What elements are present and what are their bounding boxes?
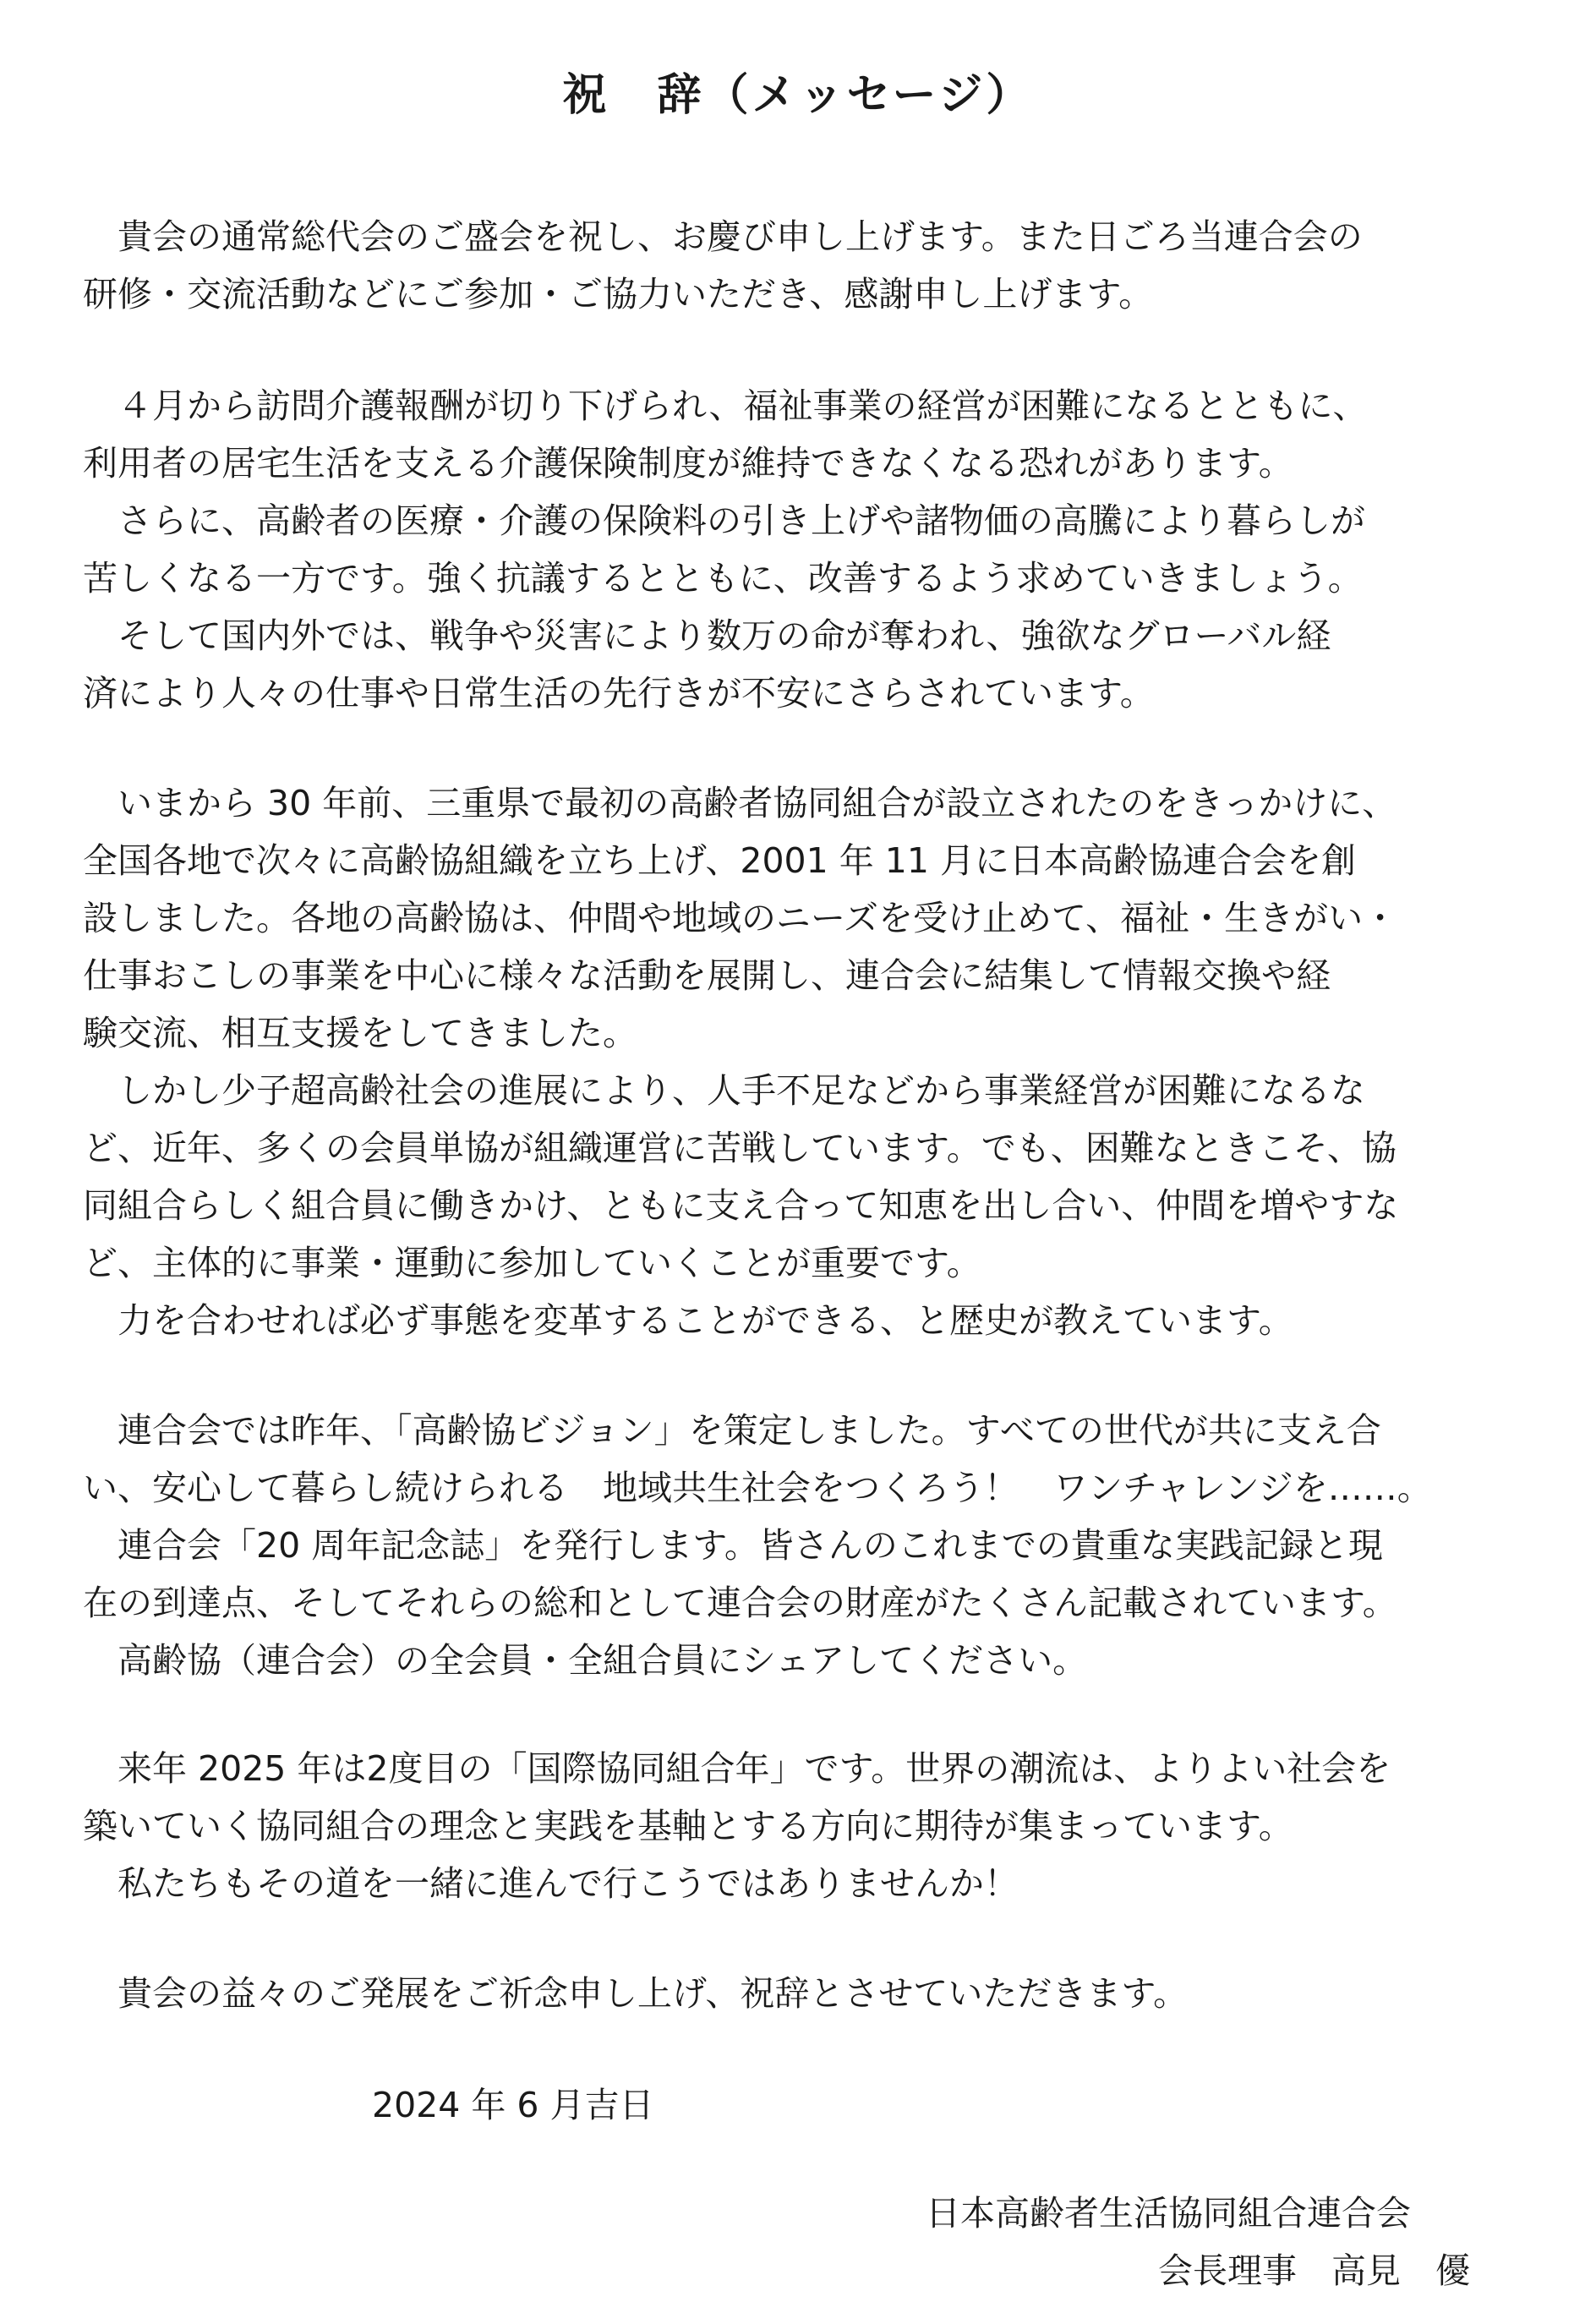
- body-line: 連合会では昨年、「高齢協ビジョン」を策定しました。すべての世代が共に支え合: [83, 1410, 1381, 1451]
- page-title: 祝 辞（メッセージ）: [562, 70, 1034, 121]
- body-line: 全国各地で次々に高齢協組織を立ち上げ、2001 年 11 月に日本高齢協連合会を創: [83, 840, 1356, 881]
- signatory: 会長理事 高見 優: [1158, 2250, 1470, 2291]
- body-line: 設しました。各地の高齢協は、仲間や地域のニーズを受け止めて、福祉・生きがい・: [83, 898, 1398, 938]
- body-line: 験交流、相互支援をしてきました。: [83, 1013, 637, 1053]
- body-line: 私たちもその道を一緒に進んで行こうではありませんか！: [83, 1863, 1019, 1904]
- body-line: しかし少子超高齢社会の進展により、人手不足などから事業経営が困難になるな: [83, 1070, 1365, 1111]
- body-line: 貴会の通常総代会のご盛会を祝し、お慶び申し上げます。また日ごろ当連合会の: [83, 216, 1363, 257]
- body-line: そして国内外では、戦争や災害により数万の命が奪われ、強欲なグローバル経: [83, 615, 1331, 656]
- body-line: 利用者の居宅生活を支える介護保険制度が維持できなくなる恐れがあります。: [83, 443, 1293, 484]
- body-line: 力を合わせれば必ず事態を変革することができる、と歴史が教えています。: [83, 1300, 1293, 1341]
- body-line: 研修・交流活動などにご参加・ご協力いただき、感謝申し上げます。: [83, 274, 1154, 314]
- body-line: ど、近年、多くの会員単協が組織運営に苦戦しています。でも、困難なときこそ、協: [83, 1128, 1396, 1168]
- body-line: さらに、高齢者の医療・介護の保険料の引き上げや諸物価の高騰により暮らしが: [83, 500, 1365, 541]
- body-line: ど、主体的に事業・運動に参加していくことが重要です。: [83, 1243, 981, 1283]
- date: 2024 年 6 月吉日: [372, 2085, 654, 2125]
- body-line: いまから 30 年前、三重県で最初の高齢者協同組合が設立されたのをきっかけに、: [83, 783, 1397, 823]
- body-line: 来年 2025 年は2度目の「国際協同組合年」です。世界の潮流は、よりよい社会を: [83, 1748, 1391, 1789]
- organization-name: 日本高齢者生活協同組合連合会: [926, 2193, 1411, 2234]
- body-line: ４月から訪問介護報酬が切り下げられ、福祉事業の経営が困難になるとともに、: [83, 386, 1368, 426]
- body-line: い、安心して暮らし続けられる 地域共生社会をつくろう！ ワンチャレンジを……。: [83, 1468, 1432, 1508]
- body-line: 同組合らしく組合員に働きかけ、ともに支え合って知恵を出し合い、仲間を増やすな: [83, 1185, 1399, 1226]
- body-line: 築いていく協同組合の理念と実践を基軸とする方向に期待が集まっています。: [83, 1806, 1293, 1846]
- body-line: 仕事おこしの事業を中心に様々な活動を展開し、連合会に結集して情報交換や経: [83, 955, 1331, 996]
- body-line: 連合会「20 周年記念誌」を発行します。皆さんのこれまでの貴重な実践記録と現: [83, 1525, 1383, 1566]
- body-line: 高齢協（連合会）の全会員・全組合員にシェアしてください。: [83, 1640, 1088, 1681]
- body-line: 苦しくなる一方です。強く抗議するとともに、改善するよう求めていきましょう。: [83, 558, 1363, 599]
- body-line: 貴会の益々のご発展をご祈念申し上げ、祝辞とさせていただきます。: [83, 1973, 1189, 2014]
- body-line: 済により人々の仕事や日常生活の先行きが不安にさらされています。: [83, 673, 1155, 714]
- body-line: 在の到達点、そしてそれらの総和として連合会の財産がたくさん記載されています。: [83, 1583, 1397, 1623]
